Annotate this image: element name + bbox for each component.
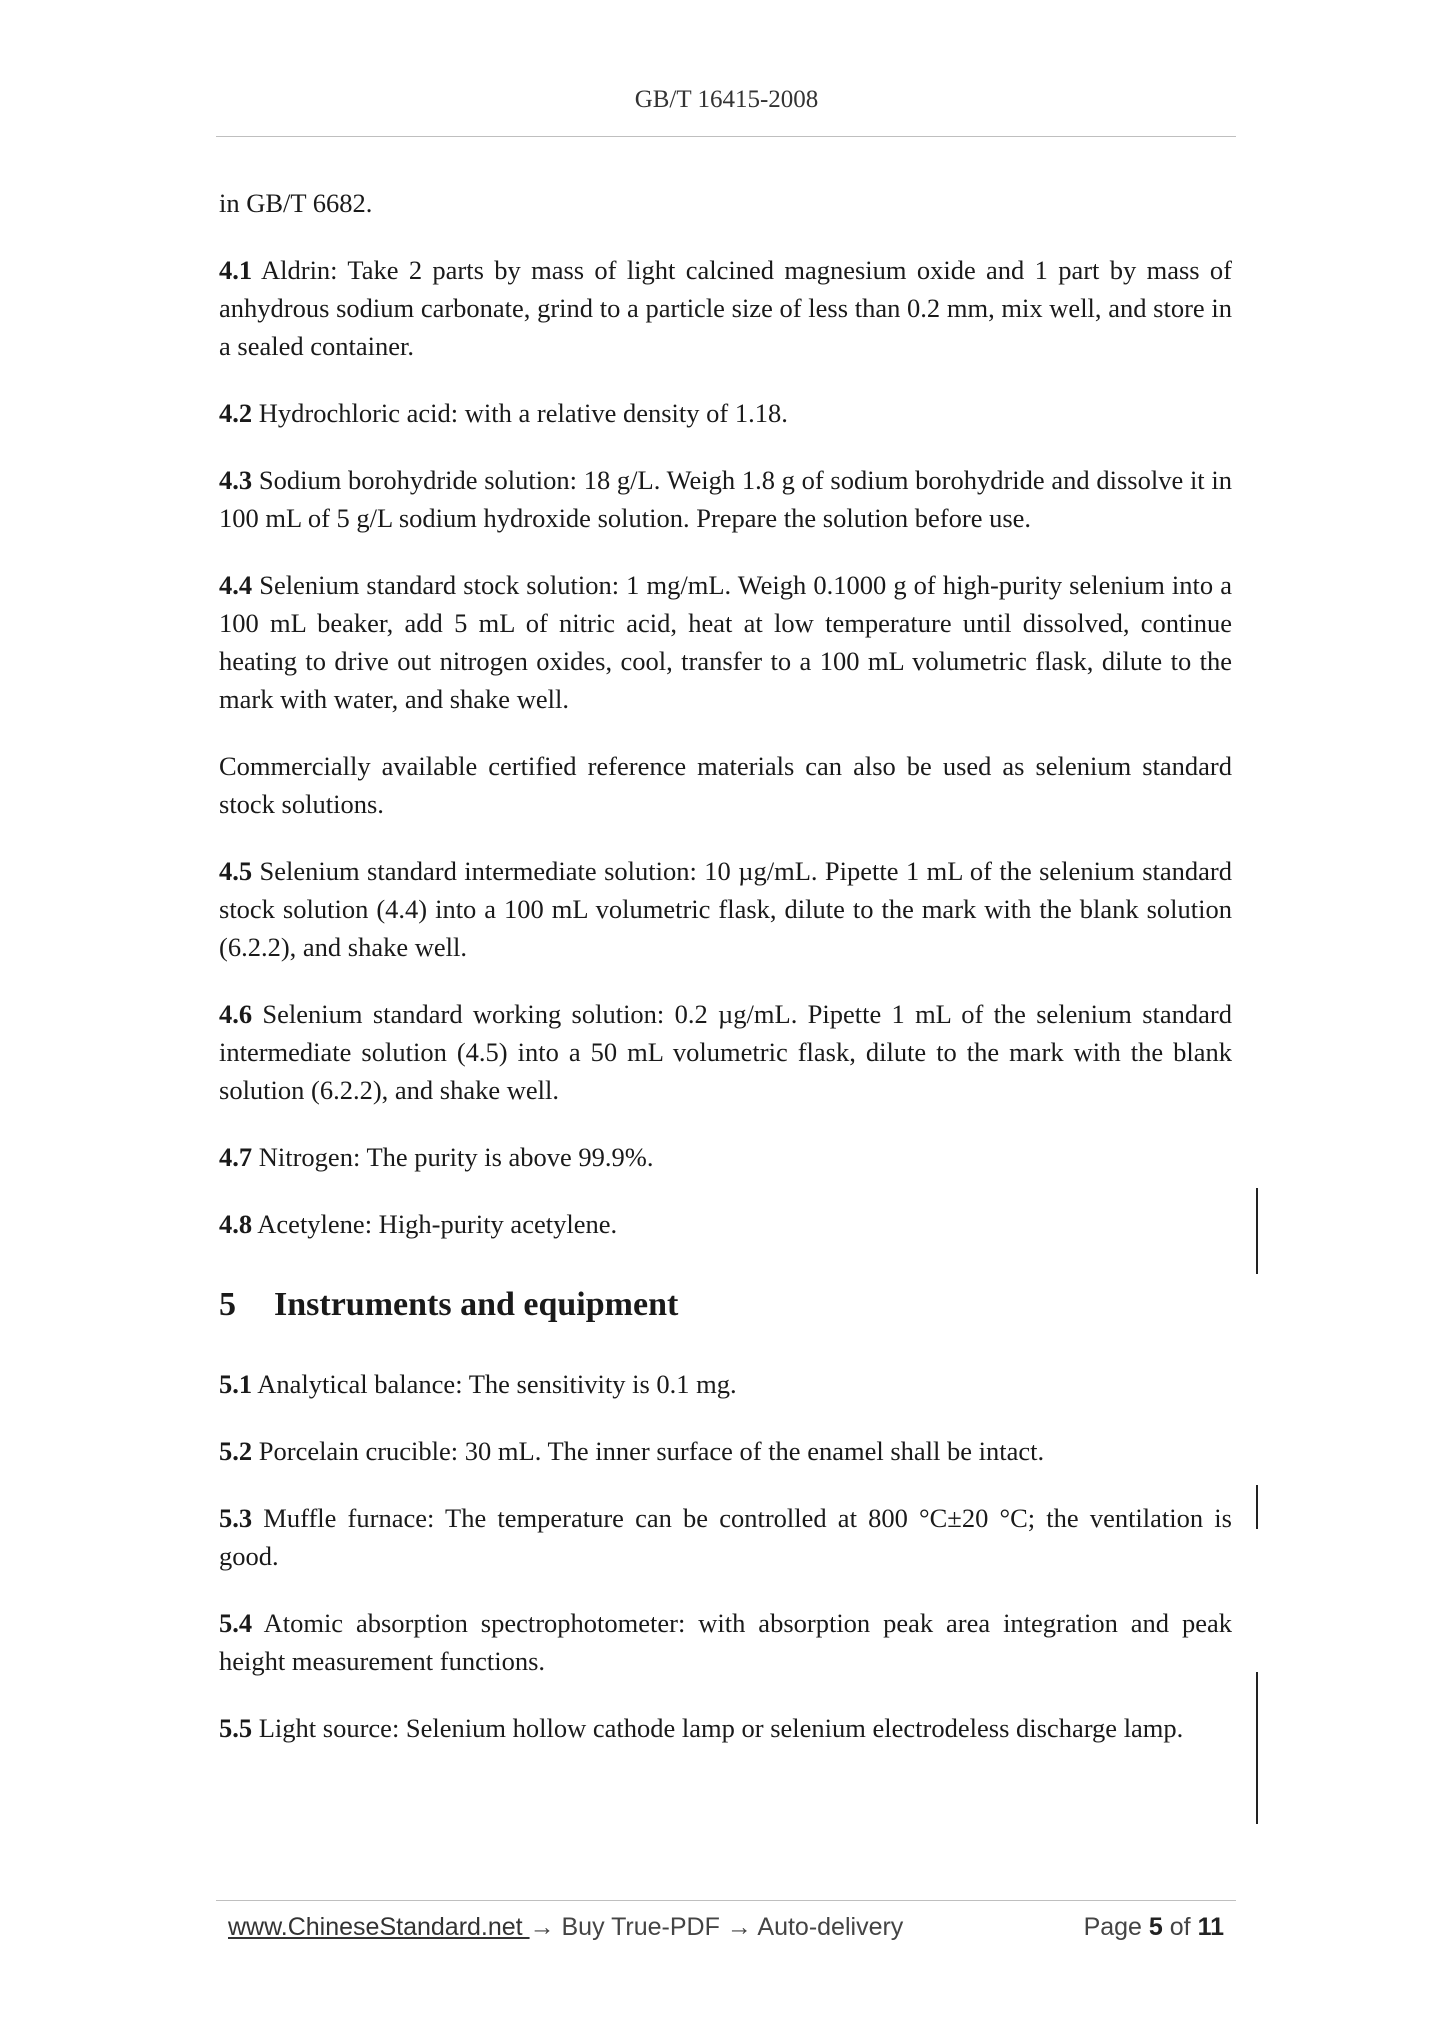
change-bar [1256,1485,1258,1529]
running-header [218,86,1235,114]
clause-5-3: 5.3 Muffle furnace: The temperature can be controlled at 800 °C±20 °C; the ventilation is good. [219,1503,1232,1571]
site-link[interactable]: www.ChineseStandard.net [228,1913,530,1941]
section-5-heading: 5 Instruments and equipment [219,1286,679,1323]
page-total: 11 [1197,1913,1224,1941]
clause-4-1: 4.1 Aldrin: Take 2 parts by mass of light calcined magnesium oxide and 1 part by mass of anhydrous sodium carbonate, grind to a particle size of less than 0.2 mm, mix well, and store in a sealed container. [219,255,1232,361]
clause-4-4: 4.4 Selenium standard stock solution: 1 mg/mL. Weigh 0.1000 g of high-purity selenium into a 100 mL beaker, add 5 mL of nitric acid, heat at low temperature until dissolved, continue heating to drive out nitrogen oxides, cool, transfer to a 100 mL volumetric flask, dilute to the mark with water, and shake well. [219,570,1232,714]
clause-5-2: 5.2 Porcelain crucible: 30 mL. The inner surface of the enamel shall be intact. [219,1436,1045,1466]
change-bar [1256,1672,1258,1824]
page-indicator: Page 5 of 11 [1083,1913,1224,1941]
clause-4-7: 4.7 Nitrogen: The purity is above 99.9%. [219,1142,654,1172]
change-bar [1256,1188,1258,1274]
buy-pdf-link[interactable]: Buy True-PDF [554,1913,727,1941]
clause-4-3: 4.3 Sodium borohydride solution: 18 g/L. Weigh 1.8 g of sodium borohydride and dissolve it in 100 mL of 5 g/L sodium hydroxide solution. Prepare the solution before use. [219,465,1232,533]
header-rule [216,136,1236,137]
clause-4-2: 4.2 Hydrochloric acid: with a relative density of 1.18. [219,398,788,428]
doc-id: GB/T 16415-2008 [634,86,819,113]
clause-4-8: 4.8 Acetylene: High-purity acetylene. [219,1209,618,1239]
clause-4-5: 4.5 Selenium standard intermediate solution: 10 µg/mL. Pipette 1 mL of the selenium standard stock solution (4.4) into a 100 mL volumetric flask, dilute to the mark with the blank solution (6.2.2), and shake well. [219,856,1232,962]
page-body [219,184,1232,1747]
clause-5-1: 5.1 Analytical balance: The sensitivity is 0.1 mg. [219,1369,737,1399]
delivery-text: Auto-delivery [751,1913,904,1941]
footer-rule [216,1900,1236,1901]
arrow-right-icon: → [726,1913,752,1941]
intro-text: in GB/T 6682. [219,188,373,218]
page-footer [228,1913,1228,1942]
arrow-right-icon: → [529,1913,555,1941]
page-number: 5 [1148,1913,1163,1941]
clause-5-5: 5.5 Light source: Selenium hollow cathode lamp or selenium electrodeless discharge lamp. [219,1713,1184,1743]
clause-4-4-note: Commercially available certified reference materials can also be used as selenium standard stock solutions. [219,751,1232,819]
clause-4-6: 4.6 Selenium standard working solution: 0.2 µg/mL. Pipette 1 mL of the selenium standard intermediate solution (4.5) into a 50 mL volumetric flask, dilute to the mark with the blank solution (6.2.2), and shake well. [219,999,1232,1105]
clause-5-4: 5.4 Atomic absorption spectrophotometer: with absorption peak area integration and peak height measurement functions. [219,1608,1232,1676]
